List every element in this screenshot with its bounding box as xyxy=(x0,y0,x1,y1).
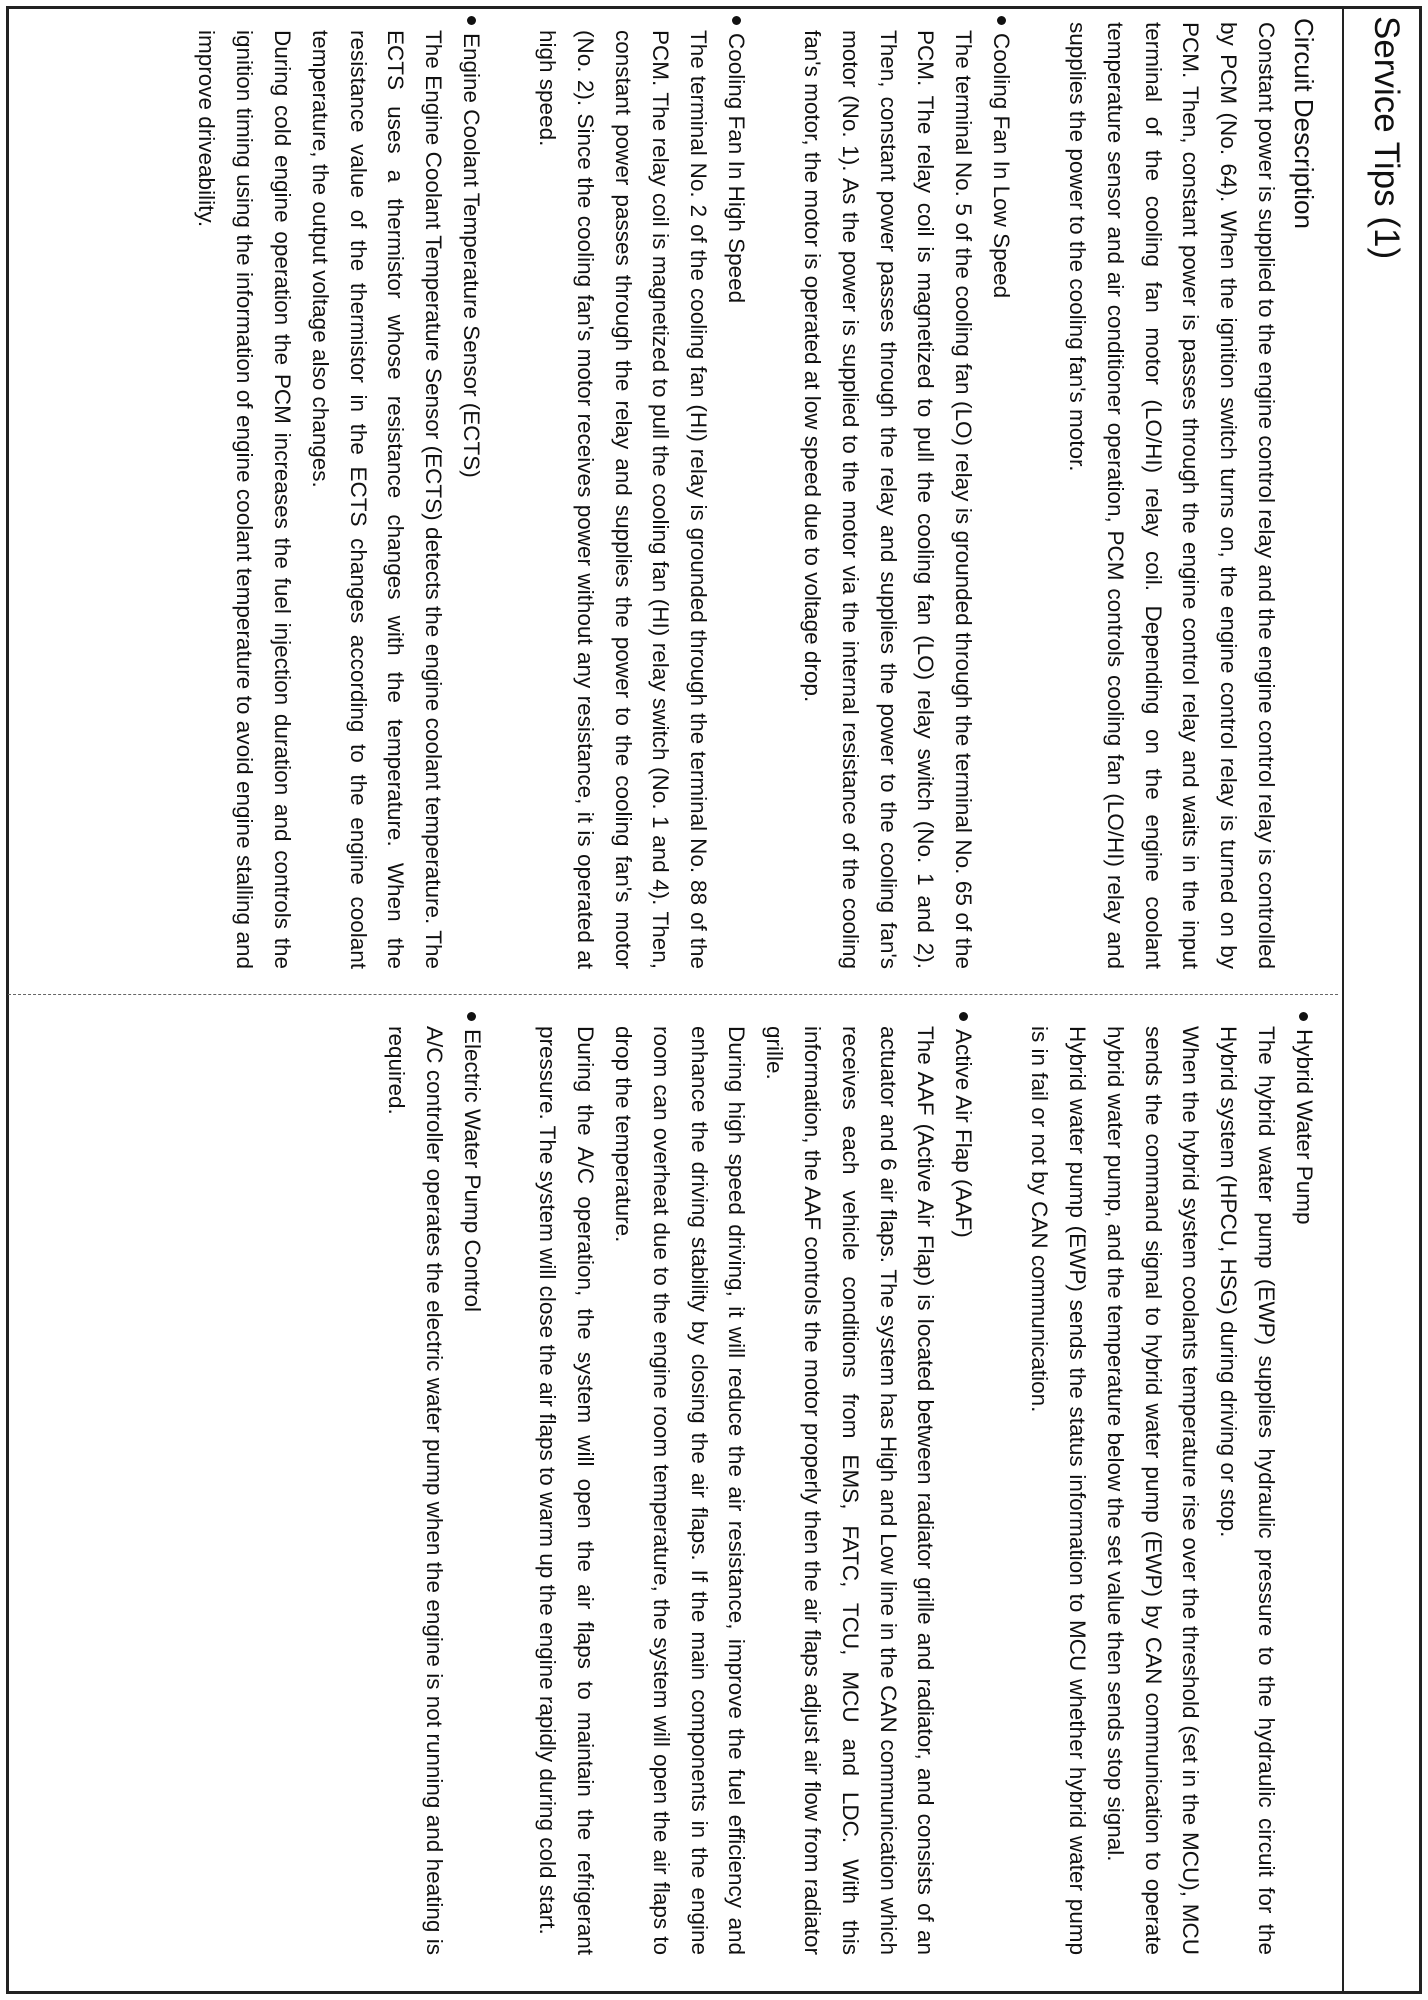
ects-paragraph-2: During cold engine operation the PCM increases the fuel injection duration and controls the ignition timing using the information of engine coolant temperature to avoid engine stalling and improve driveability. xyxy=(194,30,296,969)
electric-water-pump-heading-row xyxy=(453,1010,491,1955)
hybrid-water-pump-heading-row xyxy=(1285,1010,1323,1955)
low-speed-section xyxy=(793,14,1020,969)
bullet-icon xyxy=(732,16,741,25)
electric-water-pump-heading: Electric Water Pump Control xyxy=(459,1029,485,1312)
bullet-icon xyxy=(959,1012,968,1021)
ects-heading: Engine Coolant Temperature Sensor (ECTS) xyxy=(459,33,485,478)
active-air-flap-body xyxy=(529,1026,945,1955)
hybrid-water-pump-section xyxy=(1020,1010,1323,1955)
active-air-flap-section xyxy=(529,1010,983,1955)
low-speed-text: The terminal No. 5 of the cooling fan (LO) relay is grounded through the terminal No. 65 of the PCM. The relay coil is magnetized to pull the cooling fan (LO) relay switch (No. 1 and 2). Then, constant power passes through the relay and supplies the power to the cooling fan's motor (No. 1). As the power is supplied to the motor via the internal resistance of the cooling fan's motor, the motor is operated at low speed due to voltage drop. xyxy=(800,30,977,969)
electric-water-pump-text: A/C controller operates the electric water pump when the engine is not running and heating is required. xyxy=(383,1026,447,1955)
hybrid-water-pump-paragraph-3: Hybrid water pump (EWP) sends the status information to MCU whether hybrid water pump is in fail or not by CAN communication. xyxy=(1027,1026,1091,1955)
active-air-flap-paragraph-1: The AAF (Active Air Flap) is located between radiator grille and radiator, and consists of an actuator and 6 air flaps. The system has High and Low line in the CAN communication which receives each vehicle conditions from EMS, FATC, TCU, MCU and LDC. With this information, the AAF controls the motor properly then the air flaps adjust air flow from radiator grille. xyxy=(762,1026,939,1955)
bullet-icon xyxy=(1300,1012,1309,1021)
active-air-flap-paragraph-2: During high speed driving, it will reduce the air resistance, improve the fuel efficiency and enhance the driving stability by closing the air flaps. If the main components in the engine room can overheat due to the engine room temperature, the system will open the air flaps to drop the temperature. xyxy=(611,1026,750,1955)
left-column xyxy=(150,14,1323,969)
ects-heading-row xyxy=(452,14,490,969)
high-speed-text: The terminal No. 2 of the cooling fan (HI) relay is grounded through the terminal No. 88 of the PCM. The relay coil is magnetized to pull the cooling fan (HI) relay switch (No. 1 and 4). Then, constant power passes through the relay and supplies the power to the cooling fan's motor (No. 2). Since the cooling fan's motor receives power without any resistance, it is operated at high speed. xyxy=(535,30,712,969)
ects-body xyxy=(188,30,453,969)
hybrid-water-pump-paragraph-2: When the hybrid system coolants temperature rise over the threshold (set in the MCU), MCU sends the command signal to hybrid water pump (EWP) by CAN communication to operate hybrid water pump, and the temperature below the set value then sends stop signal. xyxy=(1102,1026,1204,1955)
ects-paragraph-1: The Engine Coolant Temperature Sensor (ECTS) detects the engine coolant temperature. The ECTS uses a thermistor whose resistance changes with the temperature. When the resistance value of the thermistor in the ECTS changes according to the engine coolant temperature, the output voltage also changes. xyxy=(307,30,447,969)
title-bar xyxy=(1342,6,1422,1994)
active-air-flap-heading-row xyxy=(944,1010,982,1955)
hybrid-water-pump-paragraph-1: The hybrid water pump (EWP) supplies hydraulic pressure to the hydraulic circuit for the Hybrid system (HPCU, HSG) during driving or stop. xyxy=(1216,1026,1279,1955)
page-title: Service Tips (1) xyxy=(1367,16,1406,260)
right-column xyxy=(339,1010,1323,1955)
bullet-icon xyxy=(467,1012,476,1021)
bullet-icon xyxy=(467,16,476,25)
ects-section xyxy=(188,14,491,969)
circuit-description-section xyxy=(1058,14,1323,969)
low-speed-heading: Cooling Fan In Low Speed xyxy=(989,33,1015,299)
circuit-description-heading: Circuit Description xyxy=(1289,18,1319,229)
column-divider xyxy=(8,994,1338,995)
circuit-description-text: Constant power is supplied to the engine control relay and the engine control relay is controlled by PCM (No. 64). When the ignition switch turns on, the engine control relay is turned on by PCM. Then, constant power is passes through the engine control relay and waits in the input terminal of the cooling fan motor (LO/HI) relay coil. Depending on the engine coolant temperature sensor and air conditioner operation, PCM controls cooling fan (LO/HI) relay and supplies the power to the cooling fan's motor. xyxy=(1065,22,1279,969)
hybrid-water-pump-body xyxy=(1020,1026,1285,1955)
active-air-flap-paragraph-3: During the A/C operation, the system will open the air flaps to maintain the refrigerant pressure. The system will close the air flaps to warm up the engine rapidly during cold start. xyxy=(535,1026,599,1955)
high-speed-heading-row xyxy=(717,14,755,969)
hybrid-water-pump-heading: Hybrid Water Pump xyxy=(1292,1029,1317,1225)
bullet-icon xyxy=(997,16,1006,25)
active-air-flap-heading: Active Air Flap (AAF) xyxy=(951,1029,977,1238)
high-speed-section xyxy=(528,14,755,969)
high-speed-heading: Cooling Fan In High Speed xyxy=(724,33,750,304)
low-speed-heading-row xyxy=(982,14,1020,969)
electric-water-pump-section xyxy=(377,1010,491,1955)
